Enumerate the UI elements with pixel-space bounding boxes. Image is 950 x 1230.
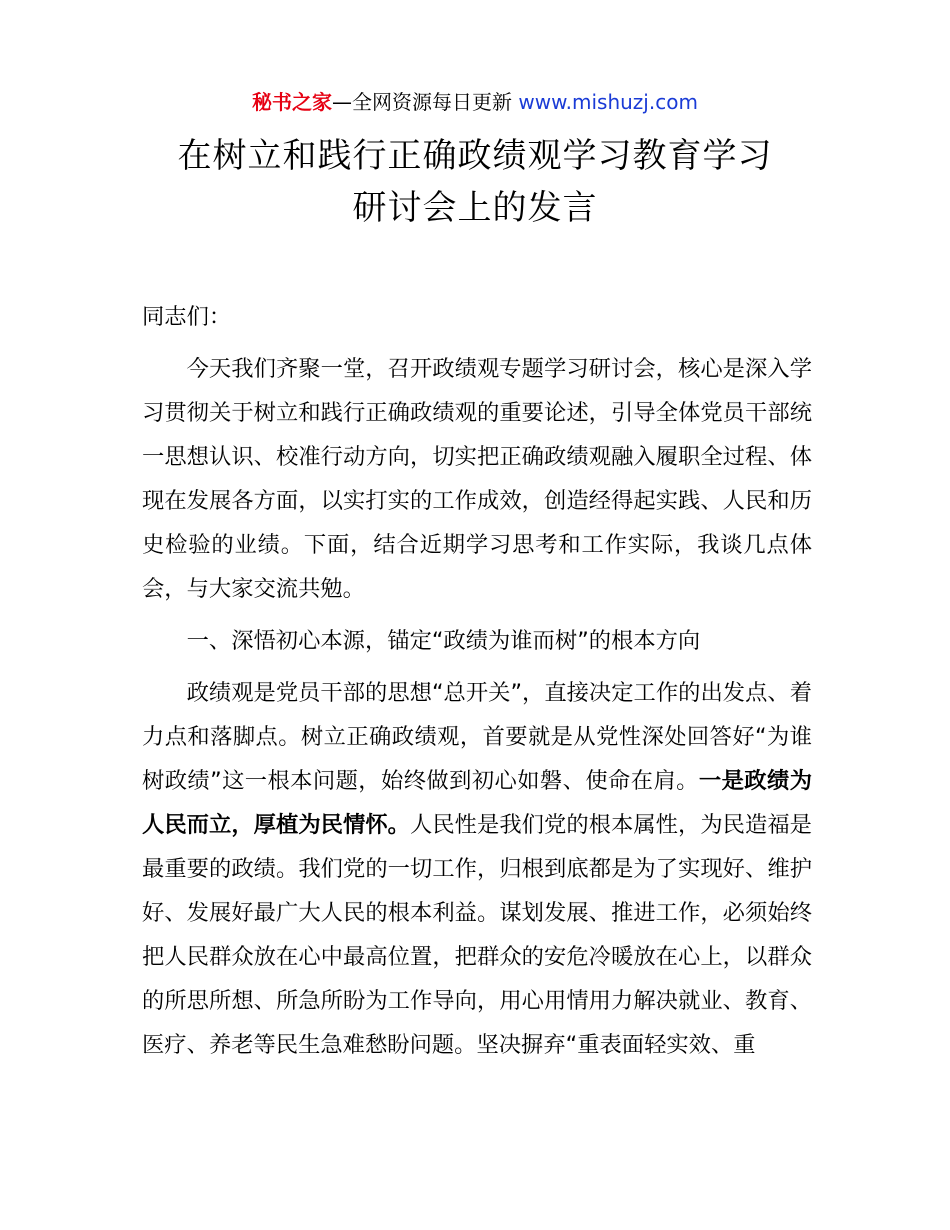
site-url-link[interactable]: www.mishuzj.com: [518, 90, 698, 114]
section-heading-1: 一、深悟初心本源，锚定“政绩为谁而树”的根本方向: [186, 628, 701, 654]
site-tagline: —全网资源每日更新: [332, 90, 513, 114]
greeting: 同志们：: [142, 304, 232, 330]
site-header: [0, 88, 950, 116]
paragraph-intro: 今天我们齐聚一堂，召开政绩观专题学习研讨会，核心是深入学习贯彻关于树立和践行正确政绩观的重要论述，引导全体党员干部统一思想认识、校准行动方向，切实把正确政绩观融入履职全过程、体现在发展各方面，以实打实的工作成效，创造经得起实践、人民和历史检验的业绩。下面，结合近期学习思考和工作实际，我谈几点体会，与大家交流共勉。: [142, 356, 812, 602]
paragraph-section-1-lead: 政绩观是党员干部的思想“总开关”，直接决定工作的出发点、着力点和落脚点。树立正确政绩观，首要就是从党性深处回答好“为谁树政绩”这一根本问题，始终做到初心如磐、使命在肩。: [142, 680, 812, 794]
paragraph-section-1: [142, 671, 812, 1067]
title-line-2: 研讨会上的发言: [352, 188, 598, 228]
paragraph-section-1-bold-point: 一是政绩为人民而立，厚植为民情怀。: [142, 768, 812, 838]
document-title: [0, 130, 950, 234]
paragraph-section-1-rest: 人民性是我们党的根本属性，为民造福是最重要的政绩。我们党的一切工作，归根到底都是为了实现好、维护好、发展好最广大人民的根本利益。谋划发展、推进工作，必须始终把人民群众放在心中最高位置，把群众的安危冷暖放在心上，以群众的所思所想、所急所盼为工作导向，用心用情用力解决就业、教育、医疗、养老等民生急难愁盼问题。坚决摒弃“重表面轻实效、重: [142, 812, 812, 1058]
document-body: [142, 295, 812, 1075]
title-line-1: 在树立和践行正确政绩观学习教育学习: [177, 136, 773, 176]
site-brand: 秘书之家: [252, 90, 333, 114]
